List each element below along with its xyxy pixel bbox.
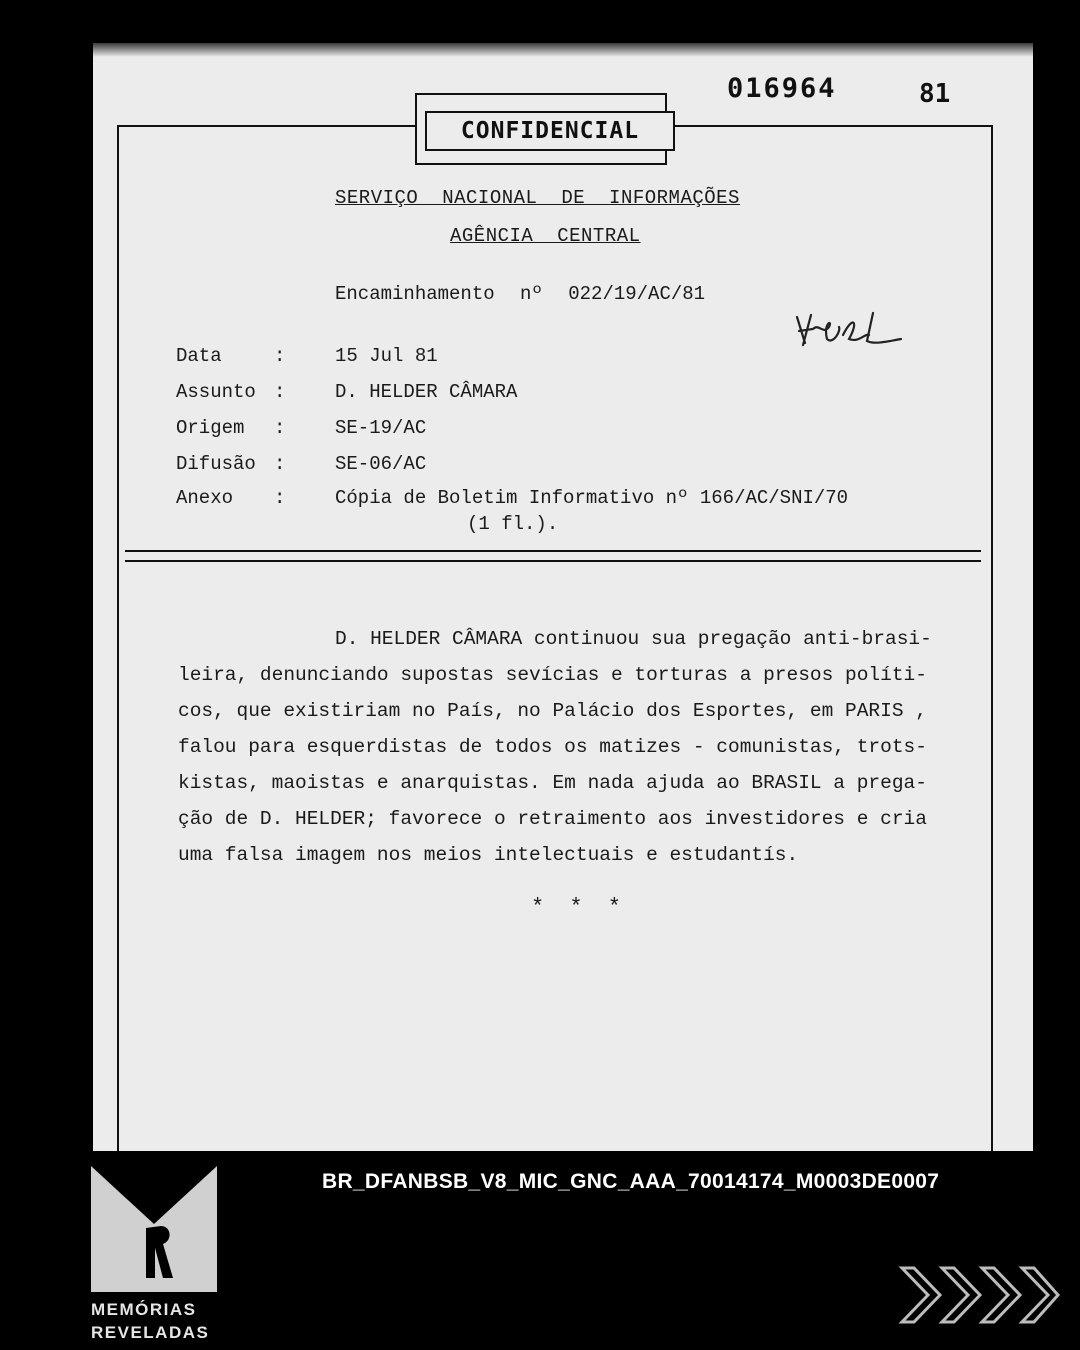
forwarding-number: Encaminhamento nº 022/19/AC/81 <box>335 283 706 305</box>
divider-bottom <box>125 560 981 562</box>
body-line: ção de D. HELDER; favorece o retraimento aos investidores e cria <box>178 808 927 830</box>
body-line: cos, que existiriam no País, no Palácio dos Esportes, em PARIS , <box>178 700 927 722</box>
document-page: CONFIDENCIAL 016964 81 SERVIÇO NACIONAL DE INFORMAÇÕES AGÊNCIA CENTRAL Encaminhamento nº 022/19/AC/81 Data : 15 Jul 81 Assunto : D. HELDER CÂMARA Origem : SE-19/AC Difusão : SE-06/AC Anexo : Cópia de Boletim Informativo nº 166/AC/SNI/70 (1 fl.). D. HELDER CÂMARA continuou sua pregação anti-brasi- leira, denunciando supostas sevícias e torturas a presos políti- cos, que existiriam no País, no Palácio dos Esportes, em PARIS , falou para esquerdistas de todos os matizes - comunistas, trots- kistas, maoistas e anarquistas. Em nada ajuda ao BRASIL a prega- ção de D. HELDER; favorece o retraimento aos investidores e cria uma falsa imagem nos meios intelectuais e estudantís. * * * <box>93 43 1033 1151</box>
memorias-reveladas-logo-icon <box>91 1166 217 1292</box>
confidential-stamp-text: CONFIDENCIAL <box>425 111 675 151</box>
body-line: D. HELDER CÂMARA continuou sua pregação anti-brasi- <box>335 628 932 650</box>
agency-subheader: AGÊNCIA CENTRAL <box>450 225 641 247</box>
body-line: kistas, maoistas e anarquistas. Em nada ajuda ao BRASIL a prega- <box>178 772 927 794</box>
body-line: falou para esquerdistas de todos os matizes - comunistas, trots- <box>178 736 927 758</box>
document-number: 016964 <box>727 73 837 104</box>
body-line: uma falsa imagem nos meios intelectuais e estudantís. <box>178 844 799 866</box>
handwritten-initials <box>793 305 913 355</box>
confidential-stamp <box>415 93 667 165</box>
divider-top <box>125 550 981 552</box>
body-paragraph <box>178 621 988 873</box>
closing-asterisks: * * * <box>531 895 628 920</box>
agency-header: SERVIÇO NACIONAL DE INFORMAÇÕES <box>335 187 740 209</box>
logo-text: MEMÓRIAS REVELADAS <box>91 1300 210 1342</box>
archive-reference: BR_DFANBSB_V8_MIC_GNC_AAA_70014174_M0003DE0007 <box>322 1170 940 1193</box>
chevrons-right-icon[interactable] <box>898 1266 1060 1324</box>
page-number: 81 <box>919 79 951 109</box>
body-line: leira, denunciando supostas sevícias e torturas a presos políti- <box>178 664 927 686</box>
